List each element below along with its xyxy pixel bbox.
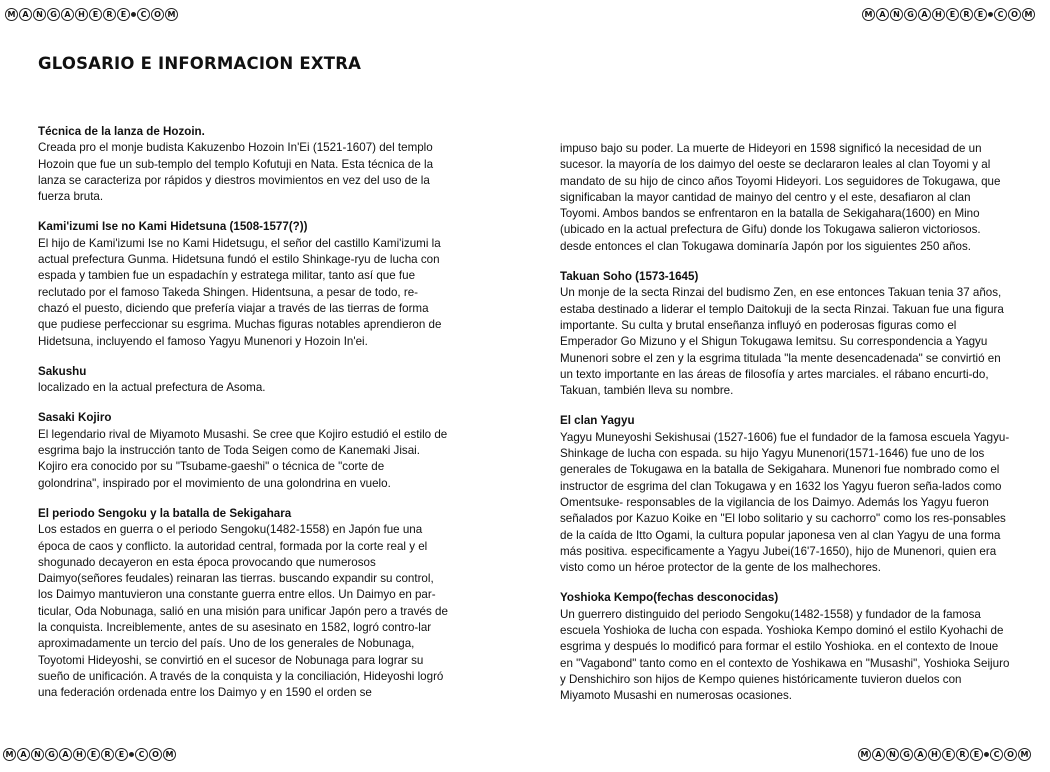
entry-heading: El periodo Sengoku y la batalla de Sekigahara (38, 506, 292, 520)
watermark-letter: A (872, 748, 885, 761)
watermark-letter: E (970, 748, 983, 761)
watermark-top-left (5, 8, 178, 21)
entry-text: Los estados en guerra o el periodo Sengoku(1482-1558) en Japón fue una época de caos y conflicto. la autoridad central, formada por la corte real y el shogunado decayeron en esta época provocando que numerosos Daimyo(señores feudales) reinaran las tierras. buscando expandir su control, los Daimyo mantuvieron una constante guerra entre ellos. Un Daimyo en par-ticular, Oda Nobunaga, salió en una misión para unificar Japón pero a través de la conquista. Increiblemente, antes de su asesinato en 1582, logró contro-lar aproximadamente un tercio del país. Uno de los generales de Nobunaga, Toyotomi Hideyoshi, se convirtió en el sucesor de Nobunaga para lograr su sueño de unificación. A través de la conquista y la conciliación, Hideyoshi logró una federación ordenada entre los Daimyo y en 1590 el orden se (38, 523, 448, 700)
watermark-letter: N (886, 748, 899, 761)
watermark-letter: N (31, 748, 44, 761)
watermark-letter: M (1022, 8, 1035, 21)
entry-text: impuso bajo su poder. La muerte de Hideyori en 1598 significó la necesidad de un sucesor. la mayoría de los daimyo del oeste se declararon leales al clan Toyomi y al mandato de su hijo de cinco años Toyomi Hideyori. Los seguidores de Tokugawa, que significaban la mayor cantidad de mainyo del centro y el este, desafiaron al clan Toyomi. Ambos bandos se enfrentaron en la batalla de Sekigahara(1600) en Mino (ubicado en la actual prefectura de Gifu) donde los Tokugawa salieron victoriosos. desde entonces el clan Tokugawa dominaría Japón por los siguientes 250 años. (560, 142, 1001, 253)
watermark-letter: E (115, 748, 128, 761)
left-column (38, 124, 448, 716)
watermark-letter: H (932, 8, 945, 21)
watermark-letter (131, 12, 136, 17)
entry-text: El legendario rival de Miyamoto Musashi. Se cree que Kojiro estudió el estilo de esgrima bajo la instrucción tanto de Toda Seigen como de Kanemaki Jisai. Kojiro era conocido por su "Tsubame-gaeshi" o técnica de "corte de golondrina", inspirado por el movimiento de una golondrina en vuelo. (38, 427, 448, 490)
glossary-entry (38, 219, 448, 349)
entry-heading: Sakushu (38, 364, 87, 378)
watermark-letter: E (87, 748, 100, 761)
entry-text: Yagyu Muneyoshi Sekishusai (1527-1606) fue el fundador de la famosa escuela Yagyu-Shinkage de lucha con espada. su hijo Yagyu Munenori(1571-1646) fue uno de los generales de Tokugawa en la batalla de Sekigahara. Munenori fue nombrado como el instructor de esgrima del clan Tokugawa y en 1632 los Yagyu fueron seña-lados como Omentsuke- responsables de la vigilancia de los Daimyo. Además los Yagyu fueron señalados por Kazuo Koike en "El lobo solitario y su cachorro" como los res-ponsables de la caída de Itto Ogami, la cultura popular japonesa ven al clan Yagyu de una forma más positiva. especificamente a Yagyu Jubei(16'7-1650), hijo de Munenori, quien era visto como un héroe protector de la gente de los malhechores. (560, 430, 1010, 575)
watermark-letter: E (942, 748, 955, 761)
watermark-letter: M (858, 748, 871, 761)
watermark-letter (129, 752, 134, 757)
watermark-top-right (862, 8, 1035, 21)
glossary-entry (38, 364, 448, 397)
watermark-letter: H (73, 748, 86, 761)
watermark-letter: G (904, 8, 917, 21)
entry-text: Creada pro el monje budista Kakuzenbo Hozoin In'Ei (1521-1607) del templo Hozoin que fue un sub-templo del templo Kofutuji en Nata. Esta técnica de la lanza se caracteriza por rápidos y diestros movimientos en vez del uso de la fuerza bruta. (38, 141, 434, 204)
watermark-letter: O (149, 748, 162, 761)
glossary-entry (38, 506, 448, 702)
watermark-letter: M (1018, 748, 1031, 761)
watermark-letter: A (59, 748, 72, 761)
glossary-entry (38, 124, 448, 205)
entry-heading: Yoshioka Kempo(fechas desconocidas) (560, 591, 779, 605)
glossary-entry (560, 590, 1010, 704)
watermark-letter (988, 12, 993, 17)
watermark-letter: G (900, 748, 913, 761)
watermark-letter: A (17, 748, 30, 761)
watermark-letter: A (914, 748, 927, 761)
watermark-letter: M (163, 748, 176, 761)
watermark-letter: O (1008, 8, 1021, 21)
watermark-letter: C (994, 8, 1007, 21)
watermark-letter: N (890, 8, 903, 21)
watermark-bottom-right (858, 748, 1031, 761)
glossary-entry (560, 269, 1010, 399)
watermark-letter: M (5, 8, 18, 21)
watermark-letter: N (33, 8, 46, 21)
watermark-letter: E (946, 8, 959, 21)
glossary-entry (560, 413, 1010, 576)
watermark-bottom-left (3, 748, 176, 761)
watermark-letter (984, 752, 989, 757)
entry-text: Un guerrero distinguido del periodo Sengoku(1482-1558) y fundador de la famosa escuela Yoshioka de lucha con espada. Yoshioka Kempo dominó el estilo Kyohachi de esgrima y después lo modificó para formar el estilo Yoshioka. en el contexto de Inoue en "Vagabond" tanto como en el contexto de Yoshikawa en "Musashi", Yoshioka Seijuro y Denshichiro son hijos de Kempo quienes históricamente tuvieron duelos con Miyamoto Musashi en numerosas ocasiones. (560, 607, 1010, 703)
watermark-letter: G (45, 748, 58, 761)
watermark-letter: M (862, 8, 875, 21)
watermark-letter: M (3, 748, 16, 761)
watermark-letter: A (918, 8, 931, 21)
watermark-letter: A (61, 8, 74, 21)
glossary-entry-continued (560, 141, 1010, 255)
watermark-letter: A (876, 8, 889, 21)
watermark-letter: G (47, 8, 60, 21)
entry-heading: Kami'izumi Ise no Kami Hidetsuna (1508-1577(?)) (38, 220, 308, 234)
watermark-letter: R (101, 748, 114, 761)
watermark-letter: E (974, 8, 987, 21)
page-title: GLOSARIO E INFORMACION EXTRA (38, 54, 362, 73)
right-column (560, 141, 1010, 719)
watermark-letter: H (75, 8, 88, 21)
entry-text: El hijo de Kami'izumi Ise no Kami Hidetsugu, el señor del castillo Kami'izumi la actual prefectura Gunma. Hidetsuna fundó el estilo Shinkage-ryu de lucha con espada y tambien fue un espadachín y estratega militar, tanto así que fue reclutado por el famoso Takeda Shingen. Hidentsuna, a pesar de todo, re-chazó el puesto, diciendo que prefería viajar a través de las tierras de forma que pudiese perfeccionar su esgrima. Muchas figuras notables aprendieron de Hidetsuna, incluyendo el famoso Yagyu Munenori y Hozoin In'ei. (38, 236, 442, 348)
glossary-entry (38, 410, 448, 491)
watermark-letter: H (928, 748, 941, 761)
entry-text: Un monje de la secta Rinzai del budismo Zen, en ese entonces Takuan tenia 37 años, estaba destinado a liderar el templo Daitokuji de la secta Rinzai. Takuan fue una figura importante. Su culta y brutal enseñanza influyó en poderosas figuras como el Emperador Go Mizuno y el Shigun Tokugawa Iemitsu. Su correspondencia a Yagyu Munenori sobre el zen y la esgrima titulada "la mente desencadenada" se convirtió en un texto importante en las áreas de filosofía y artes marciales. el rábano encurti-do, Takuan, también lleva su nombre. (560, 286, 1004, 398)
watermark-letter: E (117, 8, 130, 21)
entry-heading: Técnica de la lanza de Hozoin. (38, 125, 205, 138)
watermark-letter: E (89, 8, 102, 21)
watermark-letter: C (137, 8, 150, 21)
watermark-letter: R (103, 8, 116, 21)
watermark-letter: R (960, 8, 973, 21)
entry-heading: Takuan Soho (1573-1645) (560, 270, 699, 284)
entry-text: localizado en la actual prefectura de Asoma. (38, 381, 266, 395)
watermark-letter: C (135, 748, 148, 761)
entry-heading: Sasaki Kojiro (38, 411, 112, 425)
watermark-letter: R (956, 748, 969, 761)
watermark-letter: A (19, 8, 32, 21)
watermark-letter: O (151, 8, 164, 21)
watermark-letter: O (1004, 748, 1017, 761)
watermark-letter: M (165, 8, 178, 21)
watermark-letter: C (990, 748, 1003, 761)
entry-heading: El clan Yagyu (560, 414, 635, 428)
